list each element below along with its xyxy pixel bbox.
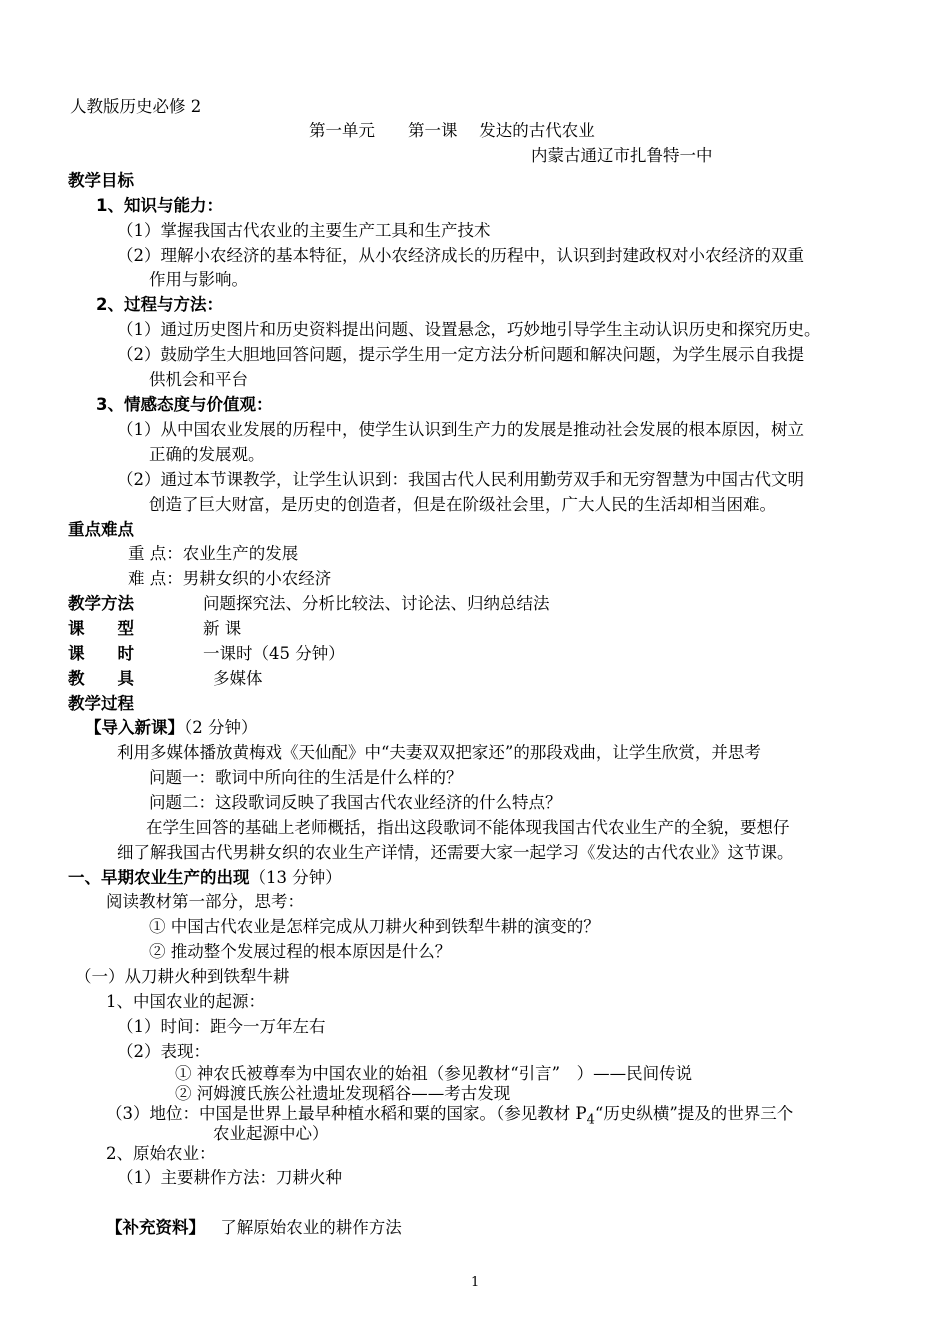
supplement-heading: 【补充资料】 [106,1218,205,1237]
process-item: （1）通过历史图片和历史资料提出问题、设置悬念，巧妙地引导学生主动认识历史和探究历史。 [117,320,821,339]
intro-line: 利用多媒体播放黄梅戏《天仙配》中“夫妻双双把家还”的那段戏曲，让学生欣赏，并思考 [117,743,761,762]
emotion-item-cont: 正确的发展观。 [149,445,265,464]
farming-method: （1）主要耕作方法：刀耕火种 [117,1168,342,1187]
key-points-heading: 重点难点 [68,520,134,539]
section1-duration: （13 分钟） [249,868,342,887]
think-question: ② 推动整个发展过程的根本原因是什么？ [149,942,452,961]
intro-question: 问题一：歌词中所向往的生活是什么样的？ [149,768,463,787]
process-method-heading: 2、过程与方法： [96,295,223,314]
origin-heading: 1、中国农业的起源： [106,992,265,1011]
reading-prompt: 阅读教材第一部分，思考： [106,892,304,911]
knowledge-heading: 1、知识与能力： [96,196,223,215]
info-label: 教 具 [68,669,134,688]
knowledge-item-cont: 作用与影响。 [149,270,248,289]
book-label: 人教版历史必修 2 [70,97,202,116]
knowledge-item: （2）理解小农经济的基本特征，从小农经济成长的历程中，认识到封建政权对小农经济的双重 [117,246,804,265]
school-name: 内蒙古通辽市扎鲁特一中 [531,146,713,165]
page-number: 1 [471,1275,480,1290]
intro-heading: 【导入新课】 [85,718,184,737]
process-item-cont: 供机会和平台 [149,370,248,389]
info-value: 多媒体 [213,669,263,688]
objectives-heading: 教学目标 [68,171,134,190]
emotion-item: （2）通过本节课教学，让学生认识到：我国古代人民利用勤劳双手和无穷智慧为中国古代文明 [117,470,804,489]
knowledge-item: （1）掌握我国古代农业的主要生产工具和生产技术 [117,221,491,240]
emotion-heading: 3、情感态度与价值观： [96,395,273,414]
origin-time: （1）时间：距今一万年左右 [117,1017,326,1036]
intro-duration: （2 分钟） [184,718,258,737]
intro-line: 在学生回答的基础上老师概括，指出这段歌词不能体现我国古代农业生产的全貌，要想仔 [146,818,790,837]
info-label: 课 型 [68,619,134,638]
page-ref-subscript: 4 [586,1112,595,1128]
supplement-text: 了解原始农业的耕作方法 [220,1218,402,1237]
origin-status: （3）地位：中国是世界上最早种植水稻和粟的国家。（参见教材 P [106,1104,587,1123]
info-value: 新 课 [203,619,242,638]
origin-manifest: （2）表现： [117,1042,210,1061]
info-label: 教学方法 [68,594,134,613]
section1-heading: 一、早期农业生产的出现 [68,868,250,887]
info-label: 课 时 [68,644,134,663]
intro-line: 细了解我国古代男耕女织的农业生产详情，还需要大家一起学习《发达的古代农业》这节课。 [117,843,794,862]
key-point: 重 点：农业生产的发展 [128,544,299,563]
manifest-item: ② 河姆渡氏族公社遗址发现稻谷——考古发现 [175,1084,511,1103]
emotion-item-cont: 创造了巨大财富，是历史的创造者，但是在阶级社会里，广大人民的生活却相当困难。 [149,495,776,514]
primitive-heading: 2、原始农业： [106,1144,216,1163]
lesson-title: 第一单元 第一课 发达的古代农业 [309,121,595,140]
info-value: 问题探究法、分析比较法、讨论法、归纳总结法 [203,594,550,613]
origin-status-cont: 农业起源中心） [213,1124,329,1143]
process-item: （2）鼓励学生大胆地回答问题，提示学生用一定方法分析问题和解决问题，为学生展示自我提 [117,345,804,364]
difficult-point: 难 点：男耕女织的小农经济 [128,569,332,588]
intro-question: 问题二：这段歌词反映了我国古代农业经济的什么特点？ [149,793,562,812]
think-question: ① 中国古代农业是怎样完成从刀耕火种到铁犁牛耕的演变的？ [149,917,600,936]
process-heading: 教学过程 [68,694,134,713]
emotion-item: （1）从中国农业发展的历程中，使学生认识到生产力的发展是推动社会发展的根本原因，树立 [117,420,804,439]
info-value: 一课时（45 分钟） [203,644,345,663]
subsection-heading: （一）从刀耕火种到铁犁牛耕 [75,967,290,986]
origin-status-tail: “历史纵横”提及的世界三个 [594,1104,794,1123]
manifest-item: ① 神农氏被尊奉为中国农业的始祖（参见教材“引言” ）——民间传说 [175,1064,693,1083]
